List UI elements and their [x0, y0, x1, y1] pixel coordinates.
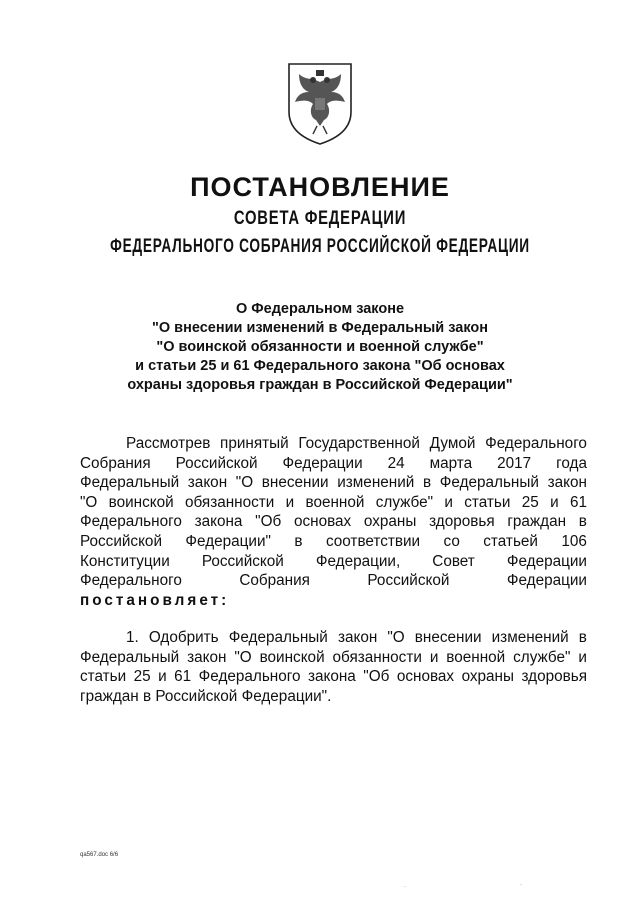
- scan-speck: ·: [520, 882, 522, 888]
- subject-line: "О воинской обязанности и военной службе": [156, 339, 484, 355]
- text-line: Рассмотрев принятый Государственной Думой Федерального: [126, 435, 587, 452]
- subject-line: "О внесении изменений в Федеральный закон: [152, 320, 488, 336]
- text-line: Федеральный закон "О воинской обязанности и военной службе" и: [80, 648, 587, 666]
- state-emblem-icon: [283, 60, 357, 146]
- text-line: 1. Одобрить Федеральный закон "О внесении изменений в: [126, 629, 587, 646]
- file-reference: qa567.doc 6/6: [80, 852, 119, 858]
- document-subject: [0, 300, 640, 395]
- text-line: "О воинской обязанности и военной службе" и статьи 25 и 61: [80, 493, 587, 511]
- subject-line: охраны здоровья граждан в Российской Федерации": [127, 377, 513, 393]
- paragraph-preamble: [80, 434, 587, 610]
- issuer-line-1: СОВЕТА ФЕДЕРАЦИИ: [233, 208, 407, 229]
- text-line: Федеральный закон "О внесении изменений в Федеральный закон: [80, 474, 587, 492]
- resolves-word: постановляет:: [80, 591, 230, 609]
- scan-speck: ·: [404, 884, 406, 890]
- text-line: Российской Федерации" в соответствии со статьей 106: [80, 532, 587, 550]
- text-line: Конституции Российской Федерации, Совет Федерации: [80, 552, 587, 570]
- text-line: Федерального Собрания Российской Федерации: [80, 572, 587, 590]
- paragraph-decision-1: [80, 628, 587, 706]
- document-title: ПОСТАНОВЛЕНИЕ: [190, 172, 450, 202]
- subject-line: и статьи 25 и 61 Федерального закона "Об основах: [135, 358, 505, 374]
- text-line: Федерального закона "Об основах охраны здоровья граждан в: [80, 513, 587, 531]
- text-line: Собрания Российской Федерации 24 марта 2017 года: [80, 454, 587, 472]
- subject-line: О Федеральном законе: [235, 301, 405, 317]
- text-line: статьи 25 и 61 Федерального закона "Об основах охраны здоровья: [80, 668, 587, 686]
- issuer-line-2: ФЕДЕРАЛЬНОГО СОБРАНИЯ РОССИЙСКОЙ ФЕДЕРАЦИИ: [110, 236, 530, 257]
- text-line: граждан в Российской Федерации".: [80, 687, 332, 705]
